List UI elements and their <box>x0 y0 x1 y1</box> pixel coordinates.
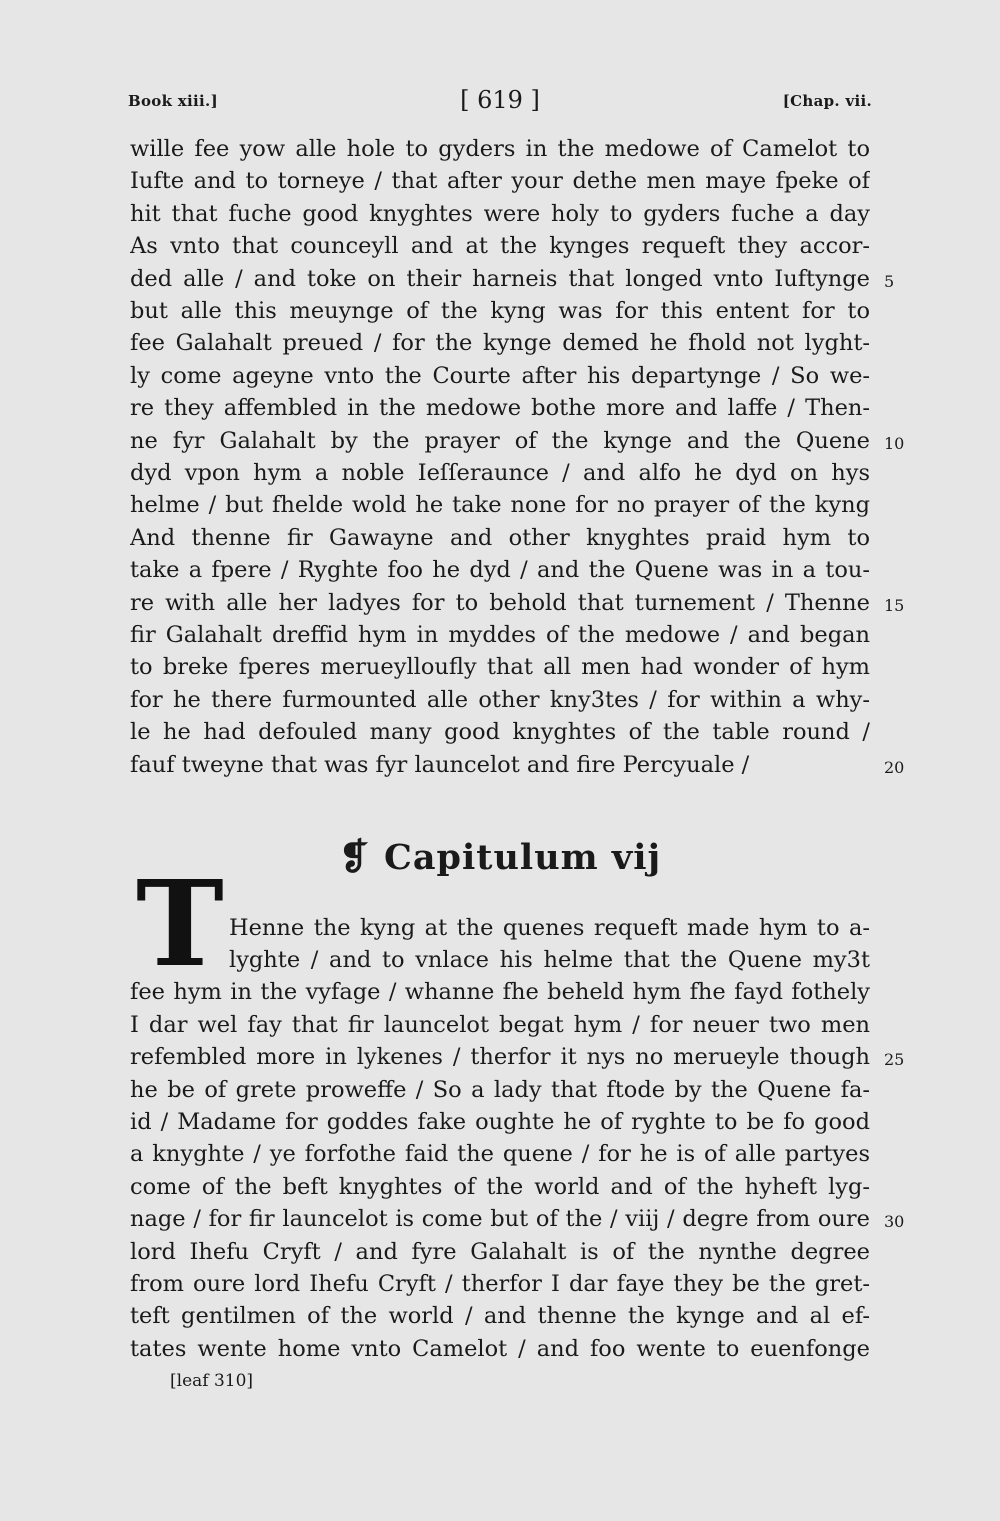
text-line: helme / but fhelde wold he take none for no prayer of the kyng <box>130 492 870 518</box>
text-line: a knyghte / ye forfothe faid the quene / for he is of alle partyes <box>130 1141 870 1167</box>
line-number: 10 <box>884 434 905 453</box>
text-line: tates wente home vnto Camelot / and foo wente to euenfonge <box>130 1336 870 1362</box>
text-line: hit that fuche good knyghtes were holy to gyders fuche a day <box>130 201 870 227</box>
leaf-signature: [leaf 310] <box>170 1371 254 1391</box>
line-number: 25 <box>884 1050 905 1069</box>
text-line: re they affembled in the medowe bothe more and laffe / Then- <box>130 395 870 421</box>
line-number: 20 <box>884 758 905 777</box>
text-line: ly come ageyne vnto the Courte after his departynge / So we- <box>130 363 870 389</box>
text-line: lord Ihefu Cryft / and fyre Galahalt is of the nynthe degree <box>130 1239 870 1265</box>
text-line: re with alle her ladyes for to behold that turnement / Thenne <box>130 590 870 616</box>
text-line: id / Madame for goddes fake oughte he of ryghte to be fo good <box>130 1109 870 1135</box>
text-line: take a fpere / Ryghte foo he dyd / and the Quene was in a tou- <box>130 557 870 583</box>
text-line: fee hym in the vyfage / whanne fhe beheld hym fhe fayd fothely <box>130 979 870 1005</box>
line-number: 30 <box>884 1212 905 1231</box>
drop-initial: T <box>136 854 224 993</box>
text-line: he be of grete proweffe / So a lady that ftode by the Quene fa- <box>130 1077 870 1103</box>
text-line: to breke fperes merueylloufly that all men had wonder of hym <box>130 654 870 680</box>
running-head-chapter: [Chap. vii. <box>782 92 872 110</box>
text-line: fauf tweyne that was fyr launcelot and fire Percyuale / <box>130 752 750 778</box>
text-line: As vnto that counceyll and at the kynges requeft they accor- <box>130 233 870 259</box>
text-line: Henne the kyng at the quenes requeft made hym to a- <box>229 915 870 941</box>
line-number: 15 <box>884 596 905 615</box>
text-line: And thenne fir Gawayne and other knyghtes praid hym to <box>130 525 870 551</box>
text-line: ded alle / and toke on their harneis that longed vnto Iuftynge <box>130 266 870 292</box>
text-line: teft gentilmen of the world / and thenne the kynge and al ef- <box>130 1303 870 1329</box>
chapter-title: Capitulum vij <box>383 837 662 878</box>
text-line: I dar wel fay that fir launcelot begat hym / for neuer two men <box>130 1012 870 1038</box>
text-line: fir Galahalt dreffid hym in myddes of the medowe / and began <box>130 622 870 648</box>
text-line: lyghte / and to vnlace his helme that the Quene my3t <box>229 947 870 973</box>
line-number: 5 <box>884 272 895 291</box>
text-line: fee Galahalt preued / for the kynge demed he fhold not lyght- <box>130 330 870 356</box>
text-line: but alle this meuynge of the kyng was for this entent for to <box>130 298 870 324</box>
text-line: from oure lord Ihefu Cryft / therfor I dar faye they be the gret- <box>130 1271 870 1297</box>
text-line: dyd vpon hym a noble Ieſſeraunce / and alfo he dyd on hys <box>130 460 870 486</box>
text-line: refembled more in lykenes / therfor it nys no merueyle though <box>130 1044 870 1070</box>
running-head-book: Book xiii.] <box>128 92 218 110</box>
text-line: for he there furmounted alle other kny3tes / for within a why- <box>130 687 870 713</box>
text-line: ne fyr Galahalt by the prayer of the kynge and the Quene <box>130 428 870 454</box>
text-line: nage / for fir launcelot is come but of the / viij / degre from oure <box>130 1206 870 1232</box>
text-line: come of the beft knyghtes of the world and of the hyheft lyg- <box>130 1174 870 1200</box>
text-line: wille fee yow alle hole to gyders in the medowe of Camelot to <box>130 136 870 162</box>
text-line: le he had defouled many good knyghtes of the table round / <box>130 719 870 745</box>
pilcrow-icon: ❡ <box>338 836 370 878</box>
text-line: Iufte and to torneye / that after your dethe men maye fpeke of <box>130 168 870 194</box>
page-number: [ 619 ] <box>460 86 540 114</box>
